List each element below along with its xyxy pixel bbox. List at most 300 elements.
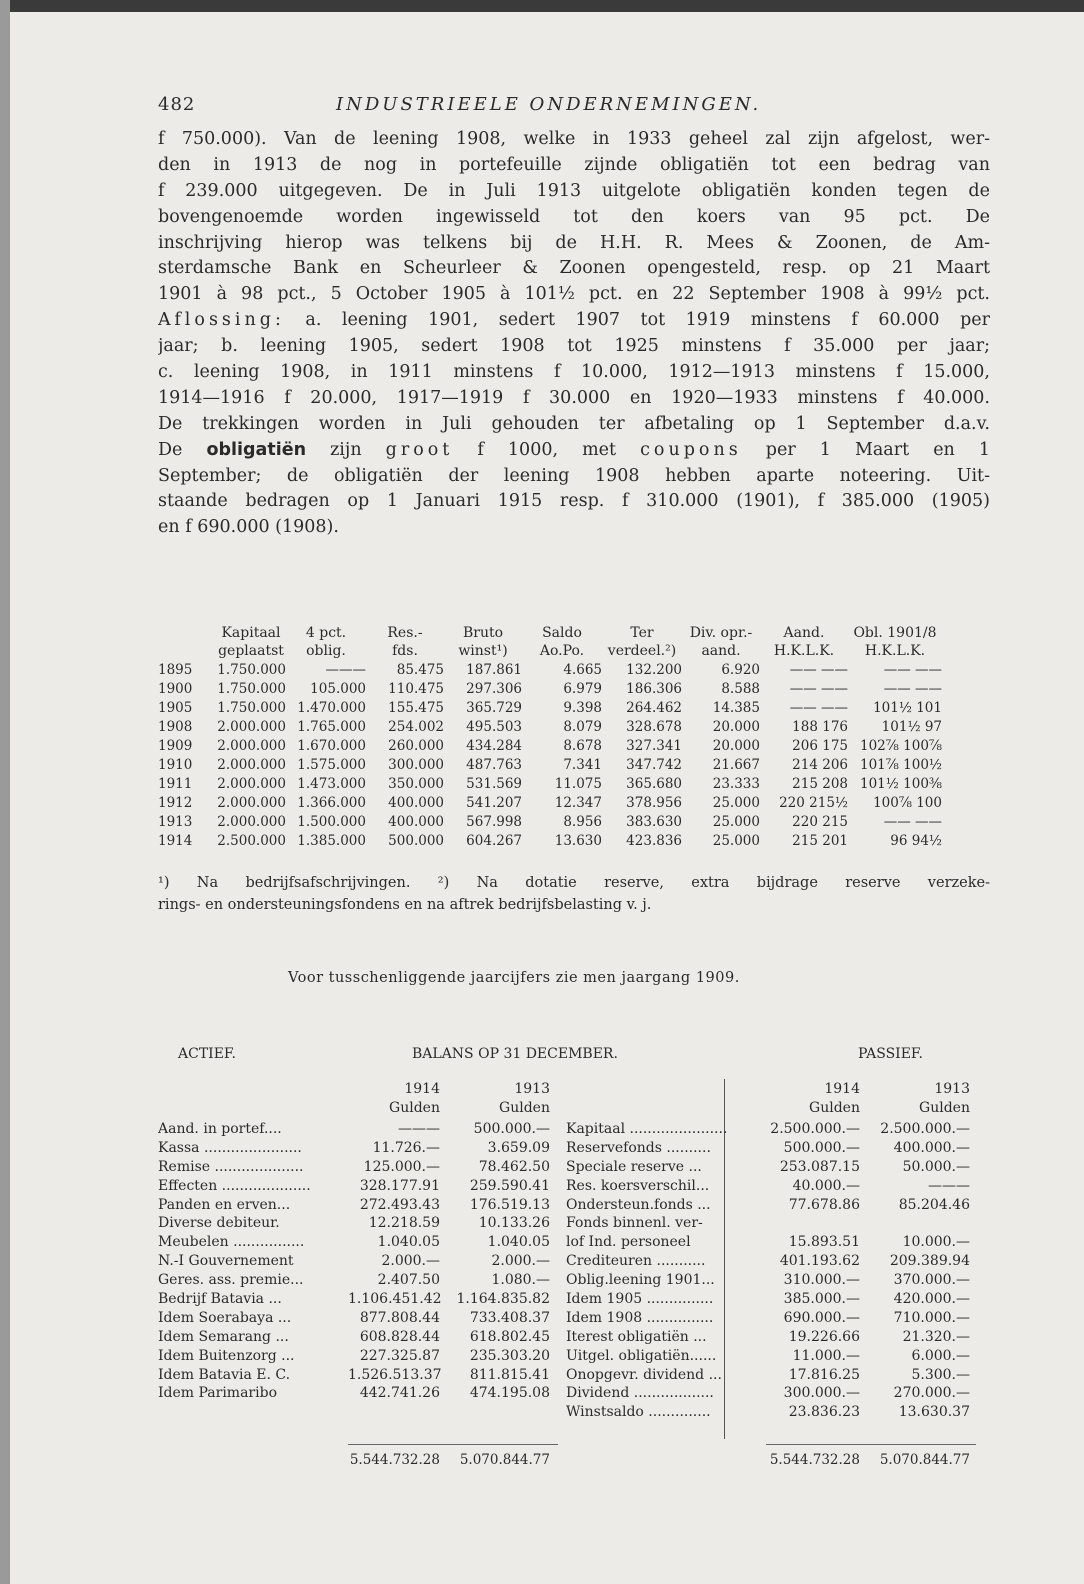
table-cell: 12.347 xyxy=(554,794,602,811)
table-cell: 8.588 xyxy=(721,680,760,697)
table-cell: 297.306 xyxy=(466,680,522,697)
table-cell: 6.920 xyxy=(721,661,760,678)
value-1913: 370.000.— xyxy=(893,1272,970,1289)
text-line: staande bedragen op 1 Januari 1915 resp. f 310.000 (1901), f 385.000 (1905) xyxy=(158,491,990,512)
table-cell: 487.763 xyxy=(466,756,522,773)
table-row xyxy=(158,698,942,717)
value-1913: 811.815.41 xyxy=(469,1366,550,1383)
passief-row xyxy=(566,1196,986,1215)
text-line: inschrijving hierop was telkens bij de H.H. R. Mees & Zoonen, de Am- xyxy=(158,232,990,253)
table-cell: 1.765.000 xyxy=(297,718,366,735)
text-line: en f 690.000 (1908). xyxy=(158,517,339,538)
actief-row xyxy=(158,1214,558,1233)
value-1914: 12.218.59 xyxy=(368,1215,440,1232)
value-1913: 85.204.46 xyxy=(898,1196,970,1213)
actief-row xyxy=(158,1347,558,1366)
table-cell: 400.000 xyxy=(388,813,444,830)
value-1914: 272.493.43 xyxy=(359,1196,440,1213)
text-line: c. leening 1908, in 1911 minstens f 10.000, 1912—1913 minstens f 15.000, xyxy=(158,362,990,383)
table-cell: 23.333 xyxy=(712,775,760,792)
actief-row xyxy=(158,1233,558,1252)
item-label: Idem Soerabaya ... xyxy=(158,1309,292,1326)
table-cell: 105.000 xyxy=(310,680,366,697)
value-1913: 270.000.— xyxy=(893,1385,970,1402)
table-cell: 100⅞ 100 xyxy=(873,794,942,811)
value-1913: 733.408.37 xyxy=(469,1309,550,1326)
table-cell: 214 206 xyxy=(792,756,848,773)
table-cell: Ter xyxy=(630,625,654,641)
item-label: Aand. in portef.... xyxy=(158,1121,282,1137)
value-1914: 401.193.62 xyxy=(779,1253,860,1270)
actief-total-1913: 5.070.844.77 xyxy=(459,1452,550,1468)
table-cell: 531.569 xyxy=(466,775,522,792)
table-cell: 1914 xyxy=(158,832,193,849)
unit-label: Gulden xyxy=(499,1099,550,1116)
text-line: den in 1913 de nog in portefeuille zijnde obligatiën tot een bedrag van xyxy=(158,154,990,175)
table-cell: 541.207 xyxy=(466,794,522,811)
table-row xyxy=(158,736,942,755)
value-1914: 385.000.— xyxy=(783,1291,860,1308)
table-cell: 11.075 xyxy=(554,775,602,792)
table-cell: 215 201 xyxy=(792,832,848,849)
item-label: Idem Parimaribo xyxy=(158,1385,277,1402)
table-row xyxy=(158,679,942,698)
table-cell: 1.470.000 xyxy=(297,699,366,716)
value-1913: 10.133.26 xyxy=(478,1215,550,1232)
item-label: Idem Semarang ... xyxy=(158,1328,289,1345)
table-cell: 400.000 xyxy=(388,794,444,811)
item-label: Idem 1908 ............... xyxy=(566,1309,714,1326)
value-1914: 11.000.— xyxy=(792,1347,860,1364)
table-cell: H.K.L.K. xyxy=(773,643,835,659)
table-cell xyxy=(158,642,216,660)
value-1913: 259.590.41 xyxy=(469,1177,550,1194)
table-cell: 1.500.000 xyxy=(297,813,366,830)
table-row xyxy=(158,717,942,736)
scan-top-edge xyxy=(0,0,1084,12)
table-cell: 383.630 xyxy=(626,813,682,830)
value-1914: 15.893.51 xyxy=(788,1234,860,1251)
table-cell: —— —— xyxy=(789,699,848,716)
actief-row xyxy=(158,1309,558,1328)
text-run: per 1 Maart en 1 xyxy=(741,439,990,460)
value-1913: 618.802.45 xyxy=(469,1328,550,1345)
value-1914: 300.000.— xyxy=(783,1385,860,1402)
table-cell: 347.742 xyxy=(626,756,682,773)
actief-list xyxy=(158,1120,558,1403)
footnote xyxy=(158,872,990,916)
table-row xyxy=(158,793,942,812)
value-1914: 2.500.000.— xyxy=(770,1121,860,1137)
passief-row xyxy=(566,1158,986,1177)
value-1914: 253.087.15 xyxy=(779,1158,860,1175)
actief-row xyxy=(158,1158,558,1177)
item-label: lof Ind. personeel xyxy=(566,1234,691,1251)
value-1913: 3.659.09 xyxy=(487,1139,550,1156)
table-cell: 101⅞ 100½ xyxy=(860,756,942,773)
item-label: Dividend .................. xyxy=(566,1385,714,1402)
item-label: Effecten .................... xyxy=(158,1177,311,1194)
coupons-label: coupons xyxy=(640,439,742,460)
table-cell: 1.366.000 xyxy=(297,794,366,811)
actief-row xyxy=(158,1290,558,1309)
table-cell: 1.750.000 xyxy=(217,680,286,697)
interim-note: Voor tusschenliggende jaarcijfers zie men jaargang 1909. xyxy=(288,970,740,986)
table-cell: 8.956 xyxy=(563,813,602,830)
year-1913: 1913 xyxy=(934,1081,970,1097)
value-1913: 10.000.— xyxy=(902,1234,970,1251)
item-label: Reservefonds .......... xyxy=(566,1139,711,1156)
value-1914: 125.000.— xyxy=(363,1158,440,1175)
value-1913: 209.389.94 xyxy=(889,1253,970,1270)
text-run: f 1000, met xyxy=(453,439,641,460)
item-label: Idem Buitenzorg ... xyxy=(158,1347,295,1364)
passief-title: PASSIEF. xyxy=(858,1046,923,1062)
value-1914: 40.000.— xyxy=(792,1177,860,1194)
passief-row xyxy=(566,1366,986,1385)
table-cell: 8.678 xyxy=(563,737,602,754)
value-1913: 1.080.— xyxy=(491,1272,550,1289)
table-cell: 101½ 100⅜ xyxy=(860,775,942,792)
actief-row xyxy=(158,1196,558,1215)
table-header-row xyxy=(158,624,942,642)
passief-column-headers xyxy=(566,1080,986,1118)
table-cell: oblig. xyxy=(306,643,346,659)
table-cell: 1908 xyxy=(158,718,193,735)
value-1914 xyxy=(766,1214,860,1233)
value-1914: 1.106.451.42 xyxy=(348,1291,442,1308)
text-run: De xyxy=(158,439,207,460)
table-cell: H.K.L.K. xyxy=(864,643,926,659)
table-cell: Ao.Po. xyxy=(539,643,585,659)
table-cell: 8.079 xyxy=(563,718,602,735)
table-cell: 1.750.000 xyxy=(217,661,286,678)
item-label: Uitgel. obligatiën...... xyxy=(566,1347,717,1364)
table-cell: 155.475 xyxy=(388,699,444,716)
unit-label: Gulden xyxy=(919,1099,970,1116)
table-cell: 21.667 xyxy=(712,756,760,773)
table-cell: 25.000 xyxy=(712,794,760,811)
passief-row xyxy=(566,1252,986,1271)
table-cell: 188 176 xyxy=(792,718,848,735)
table-cell: —— —— xyxy=(789,680,848,697)
table-cell: 1895 xyxy=(158,661,193,678)
table-cell: 1910 xyxy=(158,756,193,773)
actief-row xyxy=(158,1120,558,1139)
value-1914: 500.000.— xyxy=(783,1139,860,1156)
item-label: Remise .................... xyxy=(158,1158,304,1175)
table-cell: 434.284 xyxy=(466,737,522,754)
actief-total-rule xyxy=(348,1444,558,1445)
text-line xyxy=(158,438,990,464)
value-1913: 474.195.08 xyxy=(469,1385,550,1402)
value-1913: 13.630.37 xyxy=(898,1404,970,1421)
value-1913 xyxy=(860,1214,970,1233)
item-label: Meubelen ................ xyxy=(158,1234,305,1251)
table-cell: 604.267 xyxy=(466,832,522,849)
passief-row xyxy=(566,1120,986,1139)
table-cell: 206 175 xyxy=(792,737,848,754)
table-cell: 96 94½ xyxy=(890,832,942,849)
value-1913: 176.519.13 xyxy=(469,1196,550,1213)
table-cell: 6.979 xyxy=(563,680,602,697)
table-cell: Saldo xyxy=(542,625,582,641)
value-1913: 710.000.— xyxy=(893,1309,970,1326)
table-cell: geplaatst xyxy=(218,643,284,659)
table-cell: Obl. 1901/8 xyxy=(853,625,937,641)
value-1914: 17.816.25 xyxy=(788,1366,860,1383)
table-cell: 1909 xyxy=(158,737,193,754)
table-cell: 25.000 xyxy=(712,832,760,849)
text-line: jaar; b. leening 1905, sedert 1908 tot 1925 minstens f 35.000 per jaar; xyxy=(158,336,990,357)
passief-row xyxy=(566,1347,986,1366)
table-cell: 1.575.000 xyxy=(297,756,366,773)
item-label: Kassa ...................... xyxy=(158,1139,302,1156)
table-cell: 2.000.000 xyxy=(217,775,286,792)
passief-row xyxy=(566,1309,986,1328)
item-label: Geres. ass. premie... xyxy=(158,1272,304,1289)
table-cell: 132.200 xyxy=(626,661,682,678)
text-line: 1914—1916 f 20.000, 1917—1919 f 30.000 en 1920—1933 minstens f 40.000. xyxy=(158,387,990,408)
passief-list xyxy=(566,1120,986,1422)
value-1913: 78.462.50 xyxy=(478,1158,550,1175)
actief-title: ACTIEF. xyxy=(178,1046,236,1062)
table-cell: 2.000.000 xyxy=(217,737,286,754)
actief-total-1914: 5.544.732.28 xyxy=(349,1452,440,1468)
passief-row xyxy=(566,1328,986,1347)
text-line: 1901 à 98 pct., 5 October 1905 à 101½ pct. en 22 September 1908 à 99½ pct. xyxy=(158,284,990,305)
table-row xyxy=(158,755,942,774)
actief-row xyxy=(158,1271,558,1290)
passief-row xyxy=(566,1214,986,1233)
value-1914: ——— xyxy=(398,1121,440,1137)
table-cell: 1900 xyxy=(158,680,193,697)
table-cell xyxy=(158,624,216,642)
value-1913: 420.000.— xyxy=(893,1291,970,1308)
table-cell: 365.680 xyxy=(626,775,682,792)
balance-title: BALANS OP 31 DECEMBER. xyxy=(412,1046,618,1062)
value-1914: 877.808.44 xyxy=(359,1309,440,1326)
table-cell: 2.000.000 xyxy=(217,718,286,735)
table-cell: aand. xyxy=(701,643,741,659)
table-cell: 220 215 xyxy=(792,813,848,830)
passief-row xyxy=(566,1233,986,1252)
table-cell: 110.475 xyxy=(388,680,444,697)
table-cell: 187.861 xyxy=(466,661,522,678)
value-1914: 2.407.50 xyxy=(377,1272,440,1289)
text-line: sterdamsche Bank en Scheurleer & Zoonen opengesteld, resp. op 21 Maart xyxy=(158,258,990,279)
value-1913: 5.300.— xyxy=(911,1366,970,1383)
page-number: 482 xyxy=(158,94,196,115)
value-1914: 77.678.86 xyxy=(788,1196,860,1213)
table-cell: Res.- xyxy=(387,625,423,641)
footnote-line: rings- en ondersteuningsfondens en na aftrek bedrijfsbelasting v. j. xyxy=(158,897,652,913)
table-cell: winst¹) xyxy=(458,643,508,659)
value-1914: 1.526.513.37 xyxy=(348,1366,442,1383)
table-cell: 328.678 xyxy=(626,718,682,735)
value-1914: 11.726.— xyxy=(372,1139,440,1156)
value-1914: 328.177.91 xyxy=(359,1177,440,1194)
table-cell: 13.630 xyxy=(554,832,602,849)
table-cell: 567.998 xyxy=(466,813,522,830)
table-cell: 220 215½ xyxy=(779,794,848,811)
value-1914: 19.226.66 xyxy=(788,1328,860,1345)
table-row xyxy=(158,831,942,850)
value-1913: 1.040.05 xyxy=(487,1234,550,1251)
table-cell: 423.836 xyxy=(626,832,682,849)
item-label: Oblig.leening 1901... xyxy=(566,1272,715,1289)
value-1914: 1.040.05 xyxy=(377,1234,440,1251)
table-header-row xyxy=(158,642,942,660)
item-label: Res. koersverschil... xyxy=(566,1177,710,1194)
passief-row xyxy=(566,1271,986,1290)
table-cell: 1.750.000 xyxy=(217,699,286,716)
passief-total-1914: 5.544.732.28 xyxy=(769,1452,860,1468)
table-row xyxy=(158,660,942,679)
text-line: f 239.000 uitgegeven. De in Juli 1913 uitgelote obligatiën konden tegen de xyxy=(158,180,990,201)
aflossing-label: Aflossing: xyxy=(158,310,285,331)
table-cell: 1905 xyxy=(158,699,193,716)
scan-left-edge xyxy=(0,0,10,1584)
table-cell: —— —— xyxy=(883,680,942,697)
item-label: Onopgevr. dividend ... xyxy=(566,1366,722,1383)
table-cell: 4.665 xyxy=(563,661,602,678)
table-cell: —— —— xyxy=(883,661,942,678)
table-cell: 7.341 xyxy=(563,756,602,773)
table-cell: 495.503 xyxy=(466,718,522,735)
value-1913: 2.500.000.— xyxy=(880,1121,970,1137)
passief-total-rule xyxy=(766,1444,976,1445)
actief-row xyxy=(158,1384,558,1403)
text-line: De trekkingen worden in Juli gehouden ter afbetaling op 1 September d.a.v. xyxy=(158,413,990,434)
actief-row xyxy=(158,1139,558,1158)
body-paragraph xyxy=(158,127,990,541)
value-1914: 227.325.87 xyxy=(359,1347,440,1364)
table-row xyxy=(158,774,942,793)
table-cell: 20.000 xyxy=(712,718,760,735)
actief-row xyxy=(158,1366,558,1385)
table-cell: 215 208 xyxy=(792,775,848,792)
item-label: Bedrijf Batavia ... xyxy=(158,1291,282,1308)
passief-row xyxy=(566,1384,986,1403)
item-label: Idem Batavia E. C. xyxy=(158,1366,291,1383)
obligatien-heading: obligatiën xyxy=(206,439,307,460)
value-1914: 2.000.— xyxy=(381,1253,440,1270)
item-label: Ondersteun.fonds ... xyxy=(566,1196,711,1213)
table-cell: 254.002 xyxy=(388,718,444,735)
value-1914: 442.741.26 xyxy=(359,1385,440,1402)
actief-column-headers xyxy=(158,1080,558,1118)
table-cell: 1.385.000 xyxy=(297,832,366,849)
table-cell: 2.000.000 xyxy=(217,756,286,773)
table-cell: 1.473.000 xyxy=(297,775,366,792)
text-line: f 750.000). Van de leening 1908, welke in 1933 geheel zal zijn afgelost, wer- xyxy=(158,129,990,149)
item-label: Winstsaldo .............. xyxy=(566,1404,711,1421)
table-cell: 378.956 xyxy=(626,794,682,811)
table-cell: 365.729 xyxy=(466,699,522,716)
value-1913: 1.164.835.82 xyxy=(456,1291,550,1308)
actief-row xyxy=(158,1328,558,1347)
table-cell: 260.000 xyxy=(388,737,444,754)
table-cell: 500.000 xyxy=(388,832,444,849)
table-cell: 264.462 xyxy=(626,699,682,716)
table-cell: 1913 xyxy=(158,813,193,830)
value-1913: ——— xyxy=(928,1177,970,1194)
year-1914: 1914 xyxy=(404,1081,440,1097)
table-cell: ——— xyxy=(325,661,366,678)
table-cell: 101½ 101 xyxy=(873,699,942,716)
unit-label: Gulden xyxy=(389,1099,440,1116)
value-1913: 50.000.— xyxy=(902,1158,970,1175)
value-1913: 400.000.— xyxy=(893,1139,970,1156)
year-1914: 1914 xyxy=(824,1081,860,1097)
table-cell: 9.398 xyxy=(563,699,602,716)
item-label: Diverse debiteur. xyxy=(158,1215,280,1232)
table-cell: —— —— xyxy=(789,661,848,678)
page-title: INDUSTRIEELE ONDERNEMINGEN. xyxy=(336,94,762,115)
passief-total-1913: 5.070.844.77 xyxy=(879,1452,970,1468)
footnote-line: ¹) Na bedrijfsafschrijvingen. ²) Na dotatie reserve, extra bijdrage reserve verzeke- xyxy=(158,875,990,891)
statistics-table xyxy=(158,624,942,850)
table-cell: 2.000.000 xyxy=(217,794,286,811)
table-cell: 1912 xyxy=(158,794,193,811)
table-cell: 102⅞ 100⅞ xyxy=(860,737,942,754)
table-cell: 85.475 xyxy=(396,661,444,678)
text-line: bovengenoemde worden ingewisseld tot den koers van 95 pct. De xyxy=(158,206,990,227)
groot-label: groot xyxy=(385,439,454,460)
value-1913: 21.320.— xyxy=(902,1328,970,1345)
passief-row xyxy=(566,1177,986,1196)
table-cell: 2.000.000 xyxy=(217,813,286,830)
value-1913: 2.000.— xyxy=(491,1253,550,1270)
item-label: N.-I Gouvernement xyxy=(158,1253,294,1270)
unit-label: Gulden xyxy=(809,1099,860,1116)
passief-row xyxy=(566,1290,986,1309)
item-label: Iterest obligatiën ... xyxy=(566,1328,707,1345)
item-label: Kapitaal ...................... xyxy=(566,1121,728,1137)
table-cell: 25.000 xyxy=(712,813,760,830)
table-cell: 350.000 xyxy=(388,775,444,792)
value-1913: 500.000.— xyxy=(473,1121,550,1137)
text-line: September; de obligatiën der leening 1908 hebben aparte noteering. Uit- xyxy=(158,465,990,486)
item-label: Crediteuren ........... xyxy=(566,1253,706,1270)
actief-row xyxy=(158,1177,558,1196)
item-label: Panden en erven... xyxy=(158,1196,291,1213)
text-run: a. leening 1901, sedert 1907 tot 1919 minstens f 60.000 per xyxy=(284,310,990,331)
table-cell: verdeel.²) xyxy=(607,643,677,659)
table-cell: 14.385 xyxy=(712,699,760,716)
table-cell: fds. xyxy=(392,643,418,659)
table-cell: Kapitaal xyxy=(221,625,281,641)
table-cell: 2.500.000 xyxy=(217,832,286,849)
item-label: Idem 1905 ............... xyxy=(566,1291,714,1308)
passief-row xyxy=(566,1139,986,1158)
value-1914: 608.828.44 xyxy=(359,1328,440,1345)
value-1914: 690.000.— xyxy=(783,1309,860,1326)
text-line xyxy=(158,308,990,334)
table-cell: 300.000 xyxy=(388,756,444,773)
table-cell: 1911 xyxy=(158,775,193,792)
value-1913: 6.000.— xyxy=(911,1347,970,1364)
table-cell: 20.000 xyxy=(712,737,760,754)
table-cell: Div. opr.- xyxy=(689,625,753,641)
value-1914: 23.836.23 xyxy=(788,1404,860,1421)
table-cell: 186.306 xyxy=(626,680,682,697)
text-run: zijn xyxy=(306,439,386,460)
table-cell: —— —— xyxy=(883,813,942,830)
passief-row xyxy=(566,1403,986,1422)
table-row xyxy=(158,812,942,831)
